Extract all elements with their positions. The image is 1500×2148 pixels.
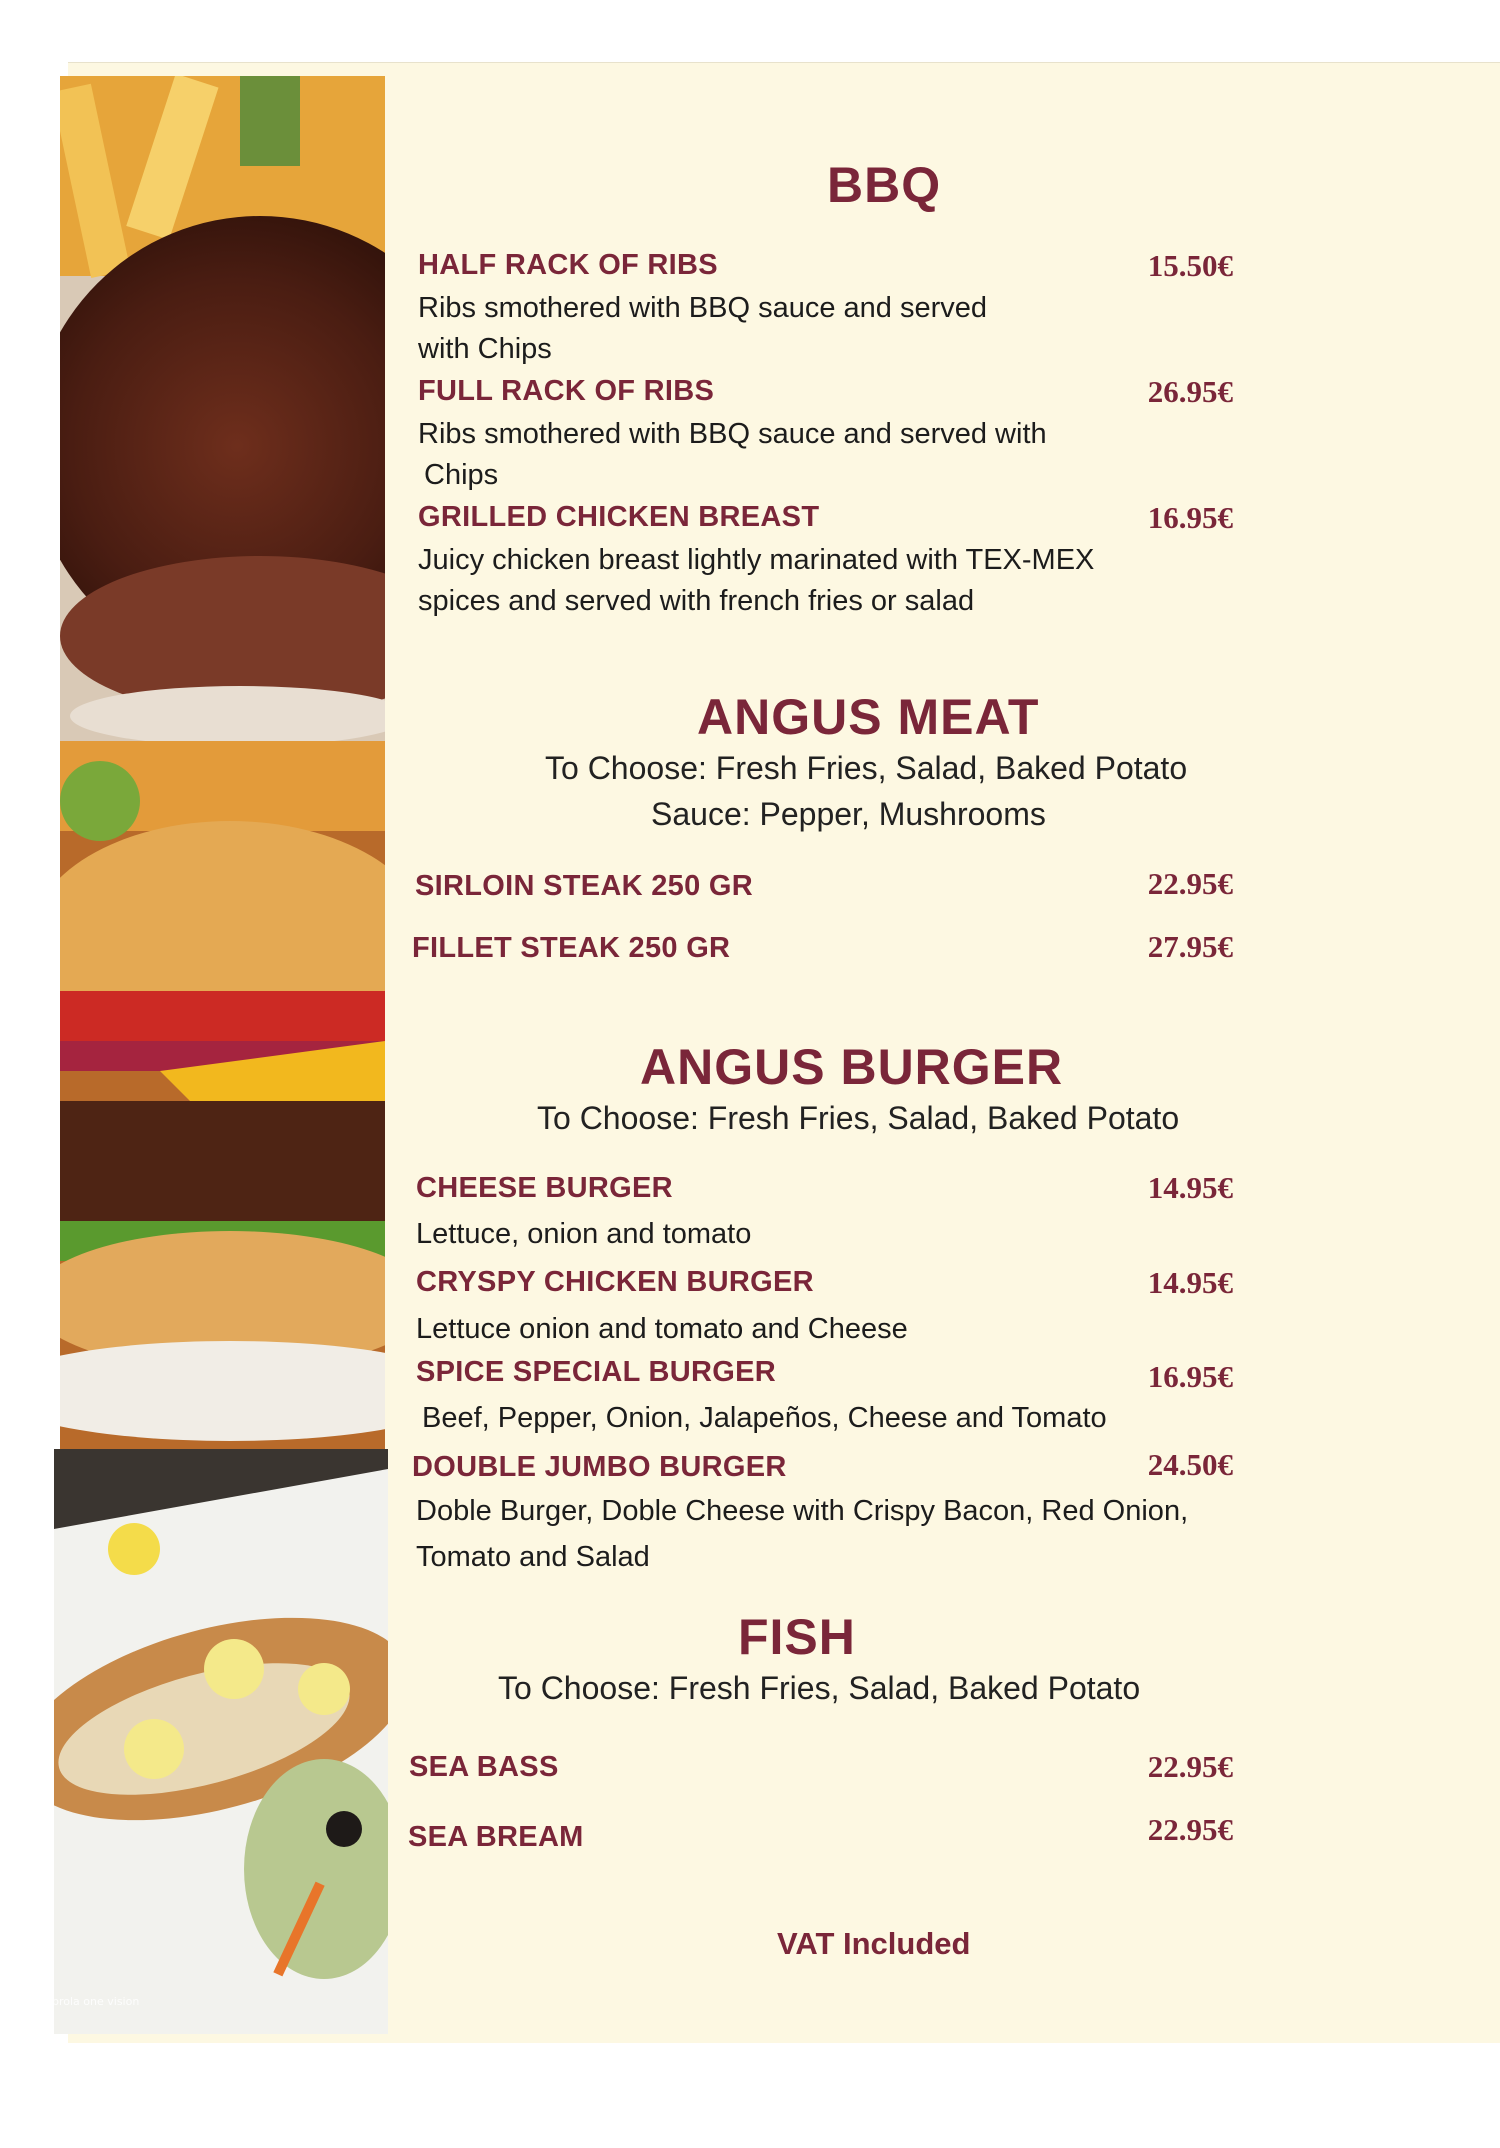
menu-item-description: Doble Burger, Doble Cheese with Crispy Bacon, Red Onion, <box>416 1495 1189 1527</box>
menu-item-description: spices and served with french fries or salad <box>418 585 975 617</box>
side-options: To Choose: Fresh Fries, Salad, Baked Potato <box>498 1670 1141 1706</box>
menu-item-description: Beef, Pepper, Onion, Jalapeños, Cheese and Tomato <box>422 1402 1107 1434</box>
steak-photo <box>60 76 385 741</box>
side-options: To Choose: Fresh Fries, Salad, Baked Potato <box>545 750 1188 786</box>
menu-item-name: GRILLED CHICKEN BREAST <box>418 501 820 533</box>
menu-item-name: FILLET STEAK 250 GR <box>412 932 731 964</box>
menu-item-price: 14.95€ <box>1147 1265 1233 1300</box>
menu-item-name: SPICE SPECIAL BURGER <box>416 1356 776 1388</box>
menu-item-price: 26.95€ <box>1147 374 1233 409</box>
menu-item-description: Ribs smothered with BBQ sauce and served <box>418 292 987 324</box>
menu-item-price: 16.95€ <box>1147 500 1233 535</box>
menu-item-description: Chips <box>424 459 499 491</box>
section-title-fish: FISH <box>738 1609 856 1665</box>
menu-item-description: with Chips <box>418 333 552 365</box>
menu-item-price: 22.95€ <box>1147 1749 1233 1784</box>
side-options: To Choose: Fresh Fries, Salad, Baked Potato <box>537 1100 1180 1136</box>
menu-item-description: Lettuce, onion and tomato <box>416 1218 752 1250</box>
menu-item-price: 27.95€ <box>1147 929 1233 964</box>
menu-item-description: Lettuce onion and tomato and Cheese <box>416 1313 908 1345</box>
menu-item-price: 22.95€ <box>1147 1812 1233 1847</box>
watermark: prola one vision <box>52 1995 140 2008</box>
menu-item-description: Ribs smothered with BBQ sauce and served with <box>418 418 1047 450</box>
menu-item-name: SEA BREAM <box>408 1821 584 1853</box>
menu-item-name: SIRLOIN STEAK 250 GR <box>415 870 753 902</box>
sauce-options: Sauce: Pepper, Mushrooms <box>651 796 1046 832</box>
menu-item-price: 15.50€ <box>1147 248 1233 283</box>
section-title-bbq: BBQ <box>827 157 942 213</box>
menu-item-price: 24.50€ <box>1147 1447 1233 1482</box>
menu-item-name: CHEESE BURGER <box>416 1172 673 1204</box>
menu-item-name: SEA BASS <box>409 1751 559 1783</box>
menu-item-price: 16.95€ <box>1147 1359 1233 1394</box>
burger-photo <box>60 741 385 1449</box>
menu-item-name: HALF RACK OF RIBS <box>418 249 718 281</box>
menu-item-name: CRYSPY CHICKEN BURGER <box>416 1266 814 1298</box>
menu-item-price: 22.95€ <box>1147 866 1233 901</box>
section-title-angus-burger: ANGUS BURGER <box>640 1039 1064 1095</box>
vat-note: VAT Included <box>777 1926 971 1961</box>
menu-item-description: Tomato and Salad <box>416 1541 650 1573</box>
fish-photo <box>54 1449 388 2034</box>
menu-item-name: FULL RACK OF RIBS <box>418 375 715 407</box>
section-title-angus-meat: ANGUS MEAT <box>697 689 1040 745</box>
menu-item-name: DOUBLE JUMBO BURGER <box>412 1451 787 1483</box>
menu-item-description: Juicy chicken breast lightly marinated with TEX-MEX <box>418 544 1095 576</box>
menu-item-price: 14.95€ <box>1147 1170 1233 1205</box>
